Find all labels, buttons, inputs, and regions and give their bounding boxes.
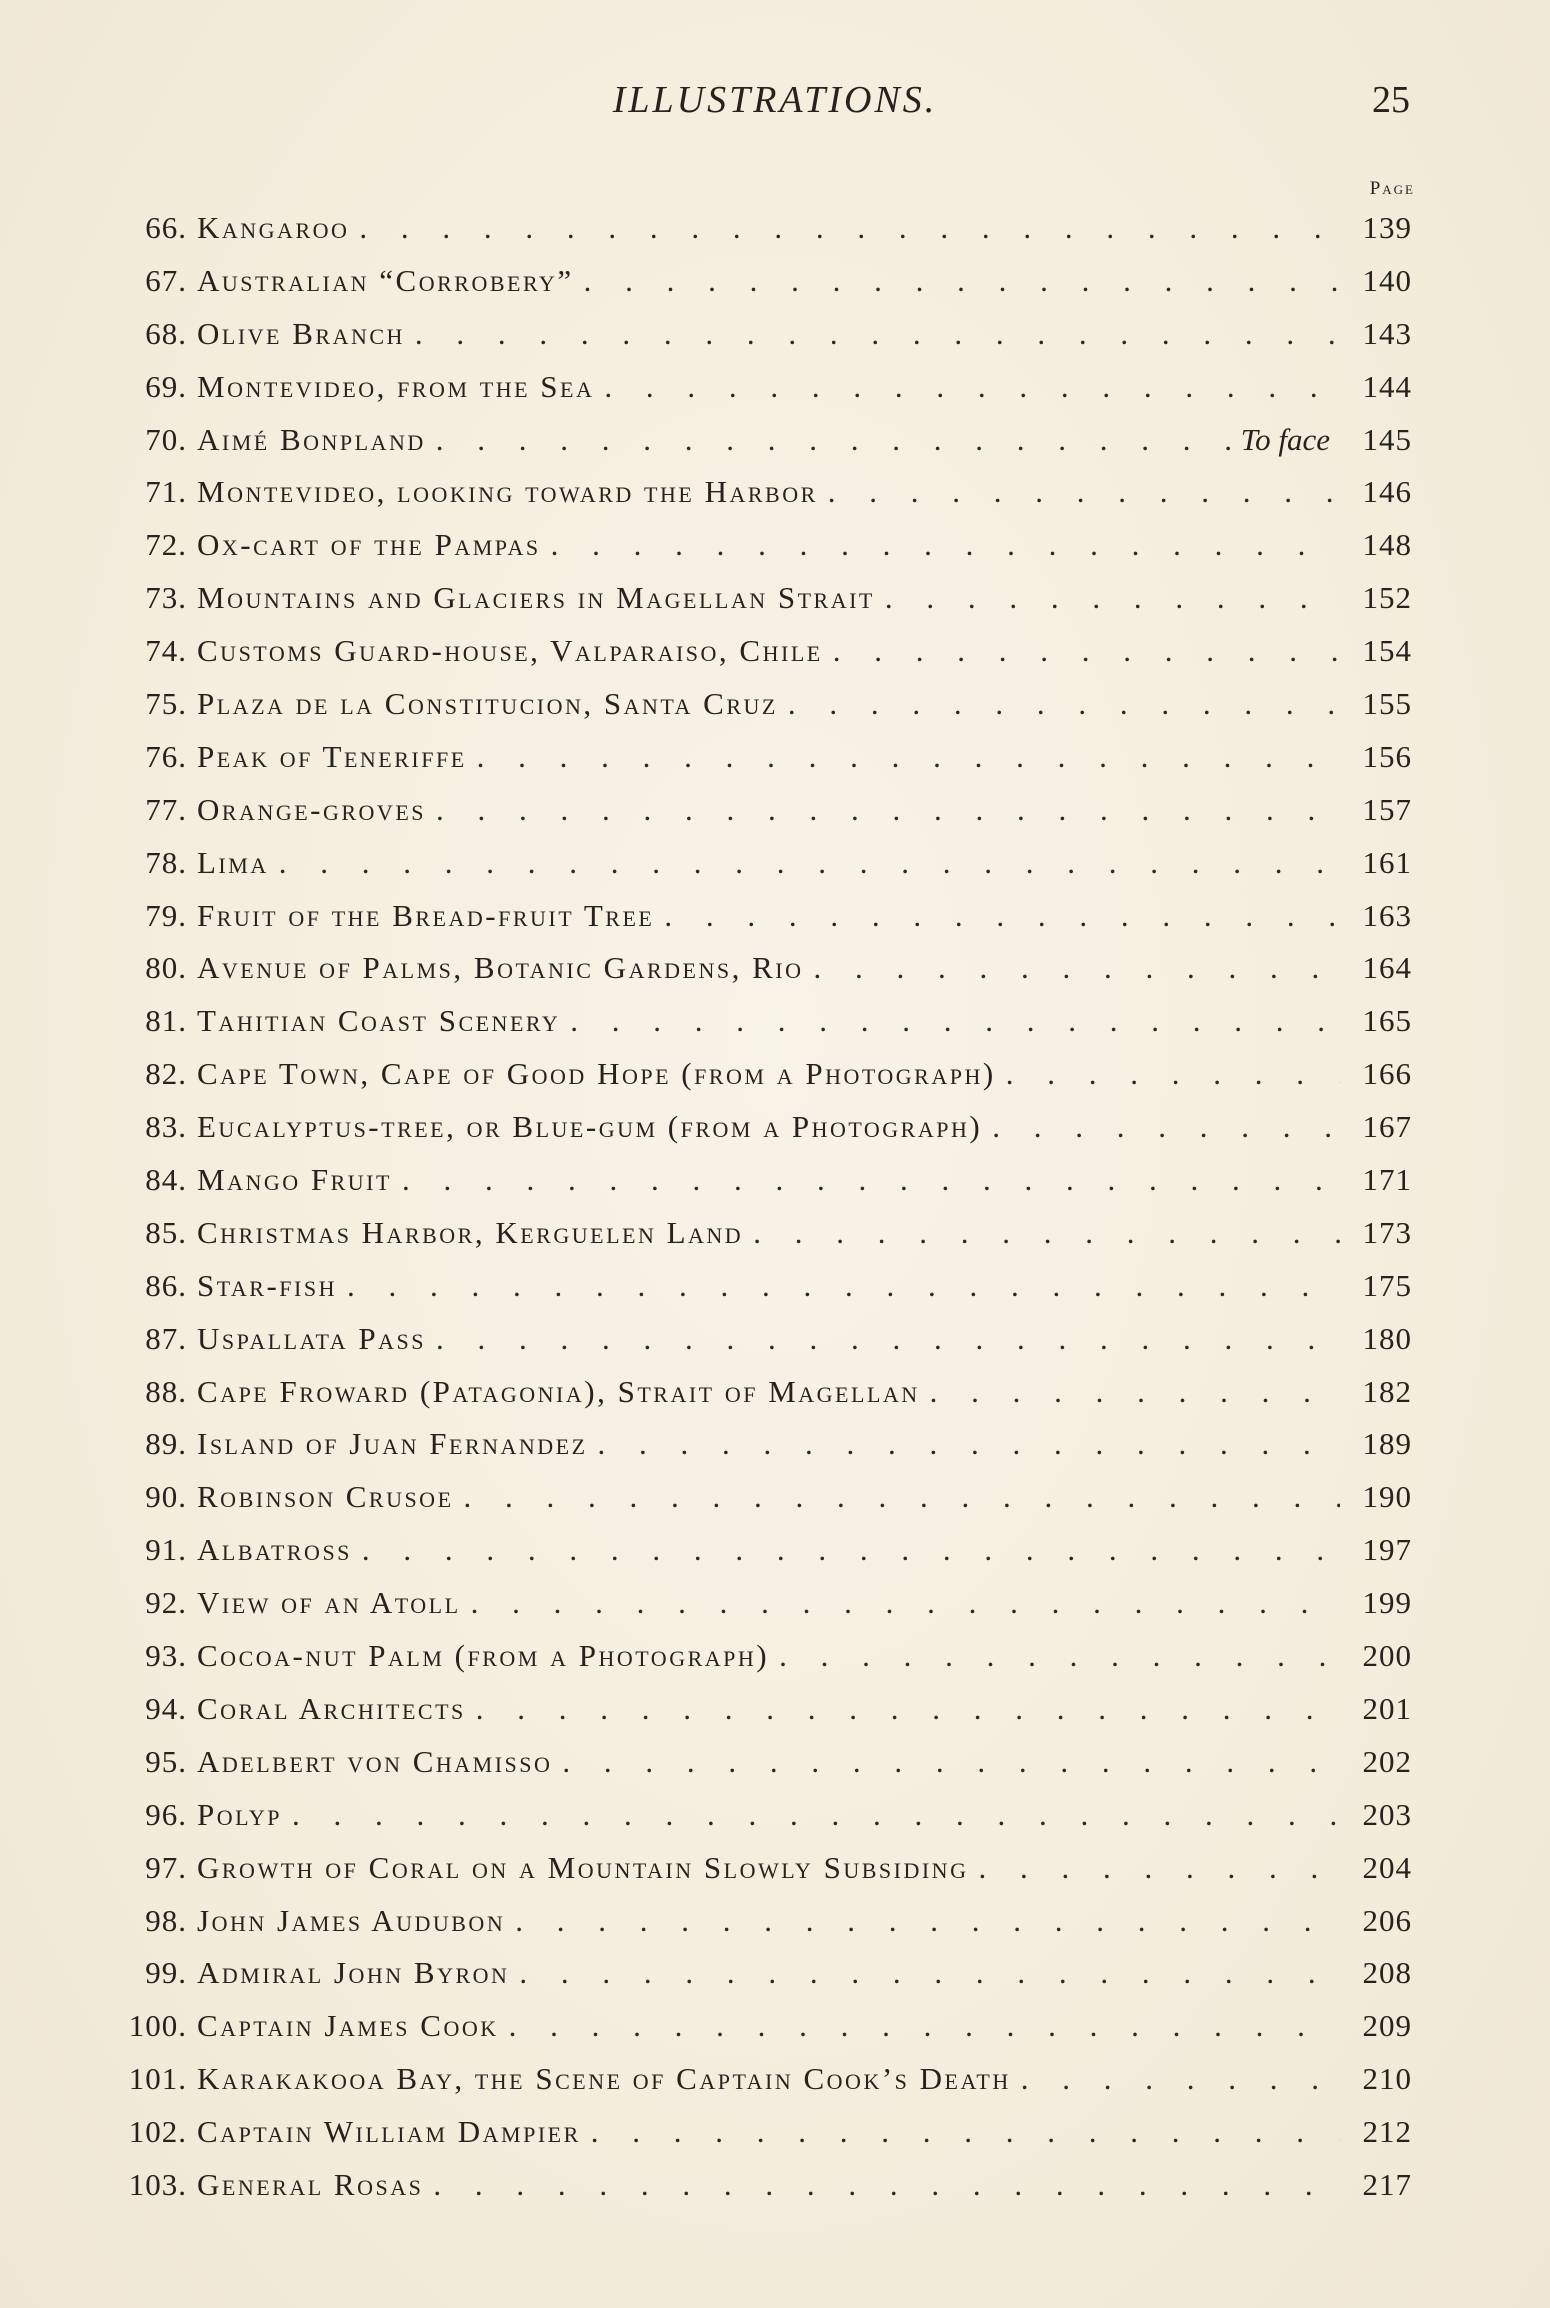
dot-leader [604, 369, 1340, 405]
entry-number: 68. [145, 315, 187, 351]
entry-page: 148 [1362, 527, 1412, 563]
dot-leader [477, 739, 1340, 775]
list-item [82, 1797, 1412, 1850]
list-item [82, 580, 1412, 633]
entry-title: Montevideo, from the Sea [197, 368, 595, 404]
page-number: 25 [1372, 79, 1410, 121]
dot-leader [279, 845, 1340, 881]
entry-title: Uspallata Pass [197, 1320, 426, 1356]
entry-number: 101. [128, 2061, 187, 2097]
entry-number: 99. [145, 1955, 187, 1991]
entry-title: Mountains and Glaciers in Magellan Strait [197, 580, 875, 616]
dot-leader [359, 210, 1340, 246]
list-item [82, 1532, 1412, 1585]
entry-page: 144 [1362, 368, 1412, 404]
entry-title: Robinson Crusoe [197, 1479, 454, 1515]
running-title: ILLUSTRATIONS. [612, 79, 938, 121]
entry-page: 165 [1362, 1003, 1412, 1039]
list-item [82, 369, 1412, 422]
entry-title: Australian “Corrobery” [197, 262, 574, 298]
entry-note: To face [1240, 421, 1330, 457]
dot-leader [292, 1797, 1340, 1833]
list-item [82, 1638, 1412, 1691]
entry-title: View of an Atoll [197, 1585, 461, 1621]
entry-title: Admiral John Byron [197, 1955, 510, 1991]
entry-number: 82. [145, 1056, 187, 1092]
entry-page: 175 [1362, 1267, 1412, 1303]
dot-leader [885, 580, 1340, 616]
entry-title: John James Audubon [197, 1902, 506, 1938]
dot-leader [433, 2167, 1340, 2203]
entry-title: Ox-cart of the Pampas [197, 527, 541, 563]
entry-page: 146 [1362, 474, 1412, 510]
entry-title: Montevideo, looking toward the Harbor [197, 474, 818, 510]
entry-page: 171 [1362, 1162, 1412, 1198]
entry-page: 202 [1362, 1743, 1412, 1779]
entry-page: 217 [1362, 2166, 1412, 2202]
entry-title: Olive Branch [197, 315, 405, 351]
entry-title: Star-fish [197, 1267, 337, 1303]
entry-page: 155 [1362, 686, 1412, 722]
entry-page: 197 [1362, 1532, 1412, 1568]
entry-number: 96. [145, 1796, 187, 1832]
entry-number: 93. [145, 1638, 187, 1674]
entry-page: 210 [1362, 2061, 1412, 2097]
entry-page: 182 [1362, 1373, 1412, 1409]
dot-leader [415, 316, 1340, 352]
dot-leader [519, 1955, 1340, 1991]
dot-leader [1021, 2061, 1340, 2097]
entry-title: Karakakooa Bay, the Scene of Captain Cook’s Death [197, 2061, 1011, 2097]
list-item [82, 422, 1412, 475]
list-item [82, 210, 1412, 263]
entry-number: 91. [145, 1532, 187, 1568]
entry-page: 143 [1362, 315, 1412, 351]
list-item [82, 1215, 1412, 1268]
dot-leader [598, 1426, 1340, 1462]
entry-number: 70. [145, 421, 187, 457]
entry-number: 92. [145, 1585, 187, 1621]
entry-title: Christmas Harbor, Kerguelen Land [197, 1214, 744, 1250]
entry-number: 98. [145, 1902, 187, 1938]
entry-title: Eucalyptus-tree, or Blue-gum (from a Photograph) [197, 1109, 983, 1145]
entry-page: 208 [1362, 1955, 1412, 1991]
entry-page: 156 [1362, 738, 1412, 774]
list-item [82, 1850, 1412, 1903]
entry-page: 173 [1362, 1214, 1412, 1250]
entry-title: Fruit of the Bread-fruit Tree [197, 897, 655, 933]
running-head [0, 78, 1550, 134]
list-item [82, 1903, 1412, 1956]
list-item [82, 1268, 1412, 1321]
dot-leader [347, 1268, 1340, 1304]
illustrations-list [82, 210, 1412, 2220]
list-item [82, 1426, 1412, 1479]
list-item [82, 739, 1412, 792]
dot-leader [471, 1585, 1340, 1621]
entry-title: General Rosas [197, 2166, 424, 2202]
entry-title: Cocoa-nut Palm (from a Photograph) [197, 1638, 770, 1674]
entry-title: Customs Guard-house, Valparaiso, Chile [197, 633, 823, 669]
entry-title: Orange-groves [197, 791, 426, 827]
dot-leader [551, 527, 1340, 563]
entry-page: 152 [1362, 580, 1412, 616]
list-item [82, 1585, 1412, 1638]
entry-page: 163 [1362, 897, 1412, 933]
entry-number: 102. [128, 2114, 187, 2150]
entry-title: Polyp [197, 1796, 282, 1832]
dot-leader [992, 1109, 1340, 1145]
dot-leader [562, 1744, 1340, 1780]
entry-page: 212 [1362, 2114, 1412, 2150]
entry-number: 87. [145, 1320, 187, 1356]
entry-number: 90. [145, 1479, 187, 1515]
entry-page: 189 [1362, 1426, 1412, 1462]
entry-number: 100. [128, 2008, 187, 2044]
list-item [82, 316, 1412, 369]
list-item [82, 263, 1412, 316]
entry-page: 201 [1362, 1690, 1412, 1726]
entry-number: 94. [145, 1690, 187, 1726]
dot-leader [436, 422, 1237, 458]
entry-page: 154 [1362, 633, 1412, 669]
dot-leader [1006, 1056, 1340, 1092]
entry-title: Cape Town, Cape of Good Hope (from a Photograph) [197, 1056, 996, 1092]
entry-number: 74. [145, 633, 187, 669]
dot-leader [515, 1903, 1340, 1939]
list-item [82, 792, 1412, 845]
list-item [82, 2114, 1412, 2167]
entry-page: 206 [1362, 1902, 1412, 1938]
entry-page: 140 [1362, 262, 1412, 298]
entry-page: 161 [1362, 844, 1412, 880]
entry-number: 81. [145, 1003, 187, 1039]
dot-leader [779, 1638, 1340, 1674]
dot-leader [828, 474, 1340, 510]
entry-number: 83. [145, 1109, 187, 1145]
dot-leader [464, 1479, 1340, 1515]
entry-number: 95. [145, 1743, 187, 1779]
entry-title: Captain James Cook [197, 2008, 499, 2044]
dot-leader [833, 633, 1340, 669]
list-item [82, 898, 1412, 951]
dot-leader [362, 1532, 1340, 1568]
list-item [82, 1479, 1412, 1532]
entry-number: 67. [145, 262, 187, 298]
entry-number: 76. [145, 738, 187, 774]
entry-page: 157 [1362, 791, 1412, 827]
entry-number: 103. [128, 2166, 187, 2202]
entry-number: 77. [145, 791, 187, 827]
list-item [82, 1109, 1412, 1162]
entry-number: 79. [145, 897, 187, 933]
list-item [82, 633, 1412, 686]
list-item [82, 845, 1412, 898]
page-column-header: Page [1369, 178, 1415, 199]
entry-page: 166 [1362, 1056, 1412, 1092]
list-item [82, 1162, 1412, 1215]
list-item [82, 1374, 1412, 1427]
entry-number: 80. [145, 950, 187, 986]
entry-title: Cape Froward (Patagonia), Strait of Magellan [197, 1373, 920, 1409]
entry-page: 204 [1362, 1849, 1412, 1885]
entry-title: Plaza de la Constitucion, Santa Cruz [197, 686, 778, 722]
entry-page: 180 [1362, 1320, 1412, 1356]
entry-number: 71. [145, 474, 187, 510]
entry-number: 73. [145, 580, 187, 616]
list-item [82, 1003, 1412, 1056]
entry-title: Adelbert von Chamisso [197, 1743, 553, 1779]
dot-leader [436, 1321, 1340, 1357]
entry-page: 199 [1362, 1585, 1412, 1621]
dot-leader [584, 263, 1340, 299]
entry-page: 200 [1362, 1638, 1412, 1674]
entry-title: Peak of Teneriffe [197, 738, 467, 774]
list-item [82, 2008, 1412, 2061]
list-item [82, 474, 1412, 527]
entry-page: 167 [1362, 1109, 1412, 1145]
entry-title: Albatross [197, 1532, 352, 1568]
entry-title: Aimé Bonpland [197, 421, 426, 457]
dot-leader [930, 1374, 1340, 1410]
entry-page: 164 [1362, 950, 1412, 986]
entry-number: 69. [145, 368, 187, 404]
entry-title: Kangaroo [197, 210, 350, 245]
entry-title: Mango Fruit [197, 1162, 392, 1198]
dot-leader [978, 1850, 1340, 1886]
dot-leader [402, 1162, 1340, 1198]
entry-number: 88. [145, 1373, 187, 1409]
entry-title: Avenue of Palms, Botanic Gardens, Rio [197, 950, 804, 986]
entry-page: 190 [1362, 1479, 1412, 1515]
list-item [82, 527, 1412, 580]
dot-leader [788, 686, 1340, 722]
entry-number: 84. [145, 1162, 187, 1198]
list-item [82, 1744, 1412, 1797]
list-item [82, 1321, 1412, 1374]
entry-title: Lima [197, 844, 269, 880]
entry-number: 89. [145, 1426, 187, 1462]
entry-page: 145 [1362, 421, 1412, 457]
entry-number: 85. [145, 1214, 187, 1250]
entry-number: 66. [145, 210, 187, 245]
entry-page: 203 [1362, 1796, 1412, 1832]
list-item [82, 686, 1412, 739]
dot-leader [476, 1691, 1340, 1727]
list-item [82, 1691, 1412, 1744]
list-item [82, 1056, 1412, 1109]
dot-leader [813, 950, 1340, 986]
dot-leader [570, 1003, 1340, 1039]
dot-leader [591, 2114, 1340, 2150]
entry-title: Tahitian Coast Scenery [197, 1003, 561, 1039]
entry-number: 72. [145, 527, 187, 563]
list-item [82, 2061, 1412, 2114]
list-item [82, 1955, 1412, 2008]
entry-number: 75. [145, 686, 187, 722]
entry-page: 139 [1362, 210, 1412, 245]
entry-number: 78. [145, 844, 187, 880]
entry-number: 86. [145, 1267, 187, 1303]
entry-title: Captain William Dampier [197, 2114, 581, 2150]
dot-leader [664, 898, 1340, 934]
entry-title: Growth of Coral on a Mountain Slowly Subsiding [197, 1849, 969, 1885]
dot-leader [753, 1215, 1340, 1251]
list-item [82, 950, 1412, 1003]
entry-title: Coral Architects [197, 1690, 466, 1726]
entry-number: 97. [145, 1849, 187, 1885]
entry-page: 209 [1362, 2008, 1412, 2044]
list-item [82, 2167, 1412, 2220]
dot-leader [509, 2008, 1340, 2044]
entry-title: Island of Juan Fernandez [197, 1426, 588, 1462]
dot-leader [436, 792, 1340, 828]
